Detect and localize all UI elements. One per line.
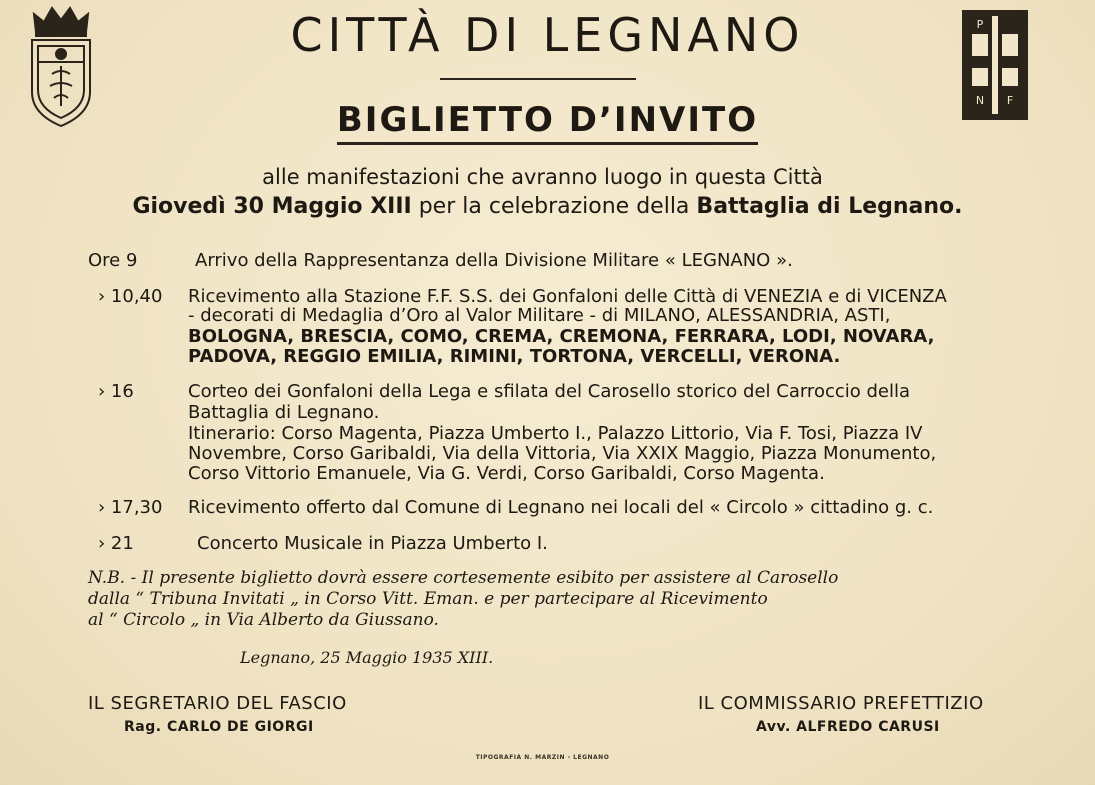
schedule-text: Novembre, Corso Garibaldi, Via della Vittoria, Via XXIX Maggio, Piazza Monumento,: [188, 443, 937, 464]
left-signature-title: IL SEGRETARIO DEL FASCIO: [88, 693, 347, 714]
schedule-text: Corteo dei Gonfaloni della Lega e sfilata del Carosello storico del Carroccio della: [188, 381, 911, 402]
event-date: Giovedì 30 Maggio XIII: [132, 194, 412, 219]
right-signature-title: IL COMMISSARIO PREFETTIZIO: [698, 693, 984, 714]
left-signature-name: Rag. CARLO DE GIORGI: [124, 719, 314, 735]
page-title: CITTÀ DI LEGNANO: [290, 8, 805, 62]
invitation-heading-text: BIGLIETTO D’INVITO: [337, 100, 758, 145]
schedule-text: Ricevimento alla Stazione F.F. S.S. dei Gonfaloni delle Città di VENEZIA e di VICENZA: [188, 286, 947, 307]
emblem-letter-f: F: [1006, 94, 1014, 107]
schedule-text: BOLOGNA, BRESCIA, COMO, CREMA, CREMONA, FERRARA, LODI, NOVARA,: [188, 326, 935, 347]
schedule-text: Itinerario: Corso Magenta, Piazza Umberto I., Palazzo Littorio, Via F. Tosi, Piazza IV: [188, 423, 923, 444]
nota-bene-line: dalla “ Tribuna Invitati „ in Corso Vitt. Eman. e per partecipare al Ricevimento: [88, 589, 768, 609]
right-signature-name: Avv. ALFREDO CARUSI: [756, 719, 940, 735]
nota-bene-line: al “ Circolo „ in Via Alberto da Giussano.: [88, 610, 439, 630]
schedule-time: Ore 9: [88, 250, 138, 271]
nota-bene: [88, 568, 1008, 631]
emblem-letter-n: N: [975, 94, 985, 107]
schedule-text: Arrivo della Rappresentanza della Divisione Militare « LEGNANO ».: [195, 250, 793, 271]
date-place: Legnano, 25 Maggio 1935 XIII.: [240, 648, 494, 667]
schedule-text: PADOVA, REGGIO EMILIA, RIMINI, TORTONA, VERCELLI, VERONA.: [188, 346, 841, 367]
intro-line: alle manifestazioni che avranno luogo in questa Città: [262, 165, 823, 189]
title-divider: [440, 78, 636, 80]
emblem-letter-p: P: [976, 18, 984, 31]
schedule-text: - decorati di Medaglia d’Oro al Valor Militare - di MILANO, ALESSANDRIA, ASTI,: [188, 305, 891, 326]
schedule-text: Ricevimento offerto dal Comune di Legnano nei locali del « Circolo » cittadino g. c.: [188, 497, 934, 518]
event-name: Battaglia di Legnano.: [696, 194, 963, 219]
schedule-text: Battaglia di Legnano.: [188, 402, 380, 423]
schedule-text: Corso Vittorio Emanuele, Via G. Verdi, Corso Garibaldi, Corso Magenta.: [188, 463, 825, 484]
printer-credit: TIPOGRAFIA N. MARZIN - LEGNANO: [475, 754, 610, 761]
schedule-text: Concerto Musicale in Piazza Umberto I.: [197, 533, 548, 554]
nota-bene-line: N.B. - Il presente biglietto dovrà essere cortesemente esibito per assistere al Carosello: [88, 568, 839, 588]
schedule-time: › 21: [98, 533, 134, 554]
schedule-time: › 17,30: [98, 497, 163, 518]
schedule-time: › 16: [98, 381, 134, 402]
schedule-time: › 10,40: [98, 286, 163, 307]
intro-date-line: [0, 194, 1095, 219]
intro-mid-text: per la celebrazione della: [418, 194, 690, 219]
invitation-heading: [0, 100, 1095, 140]
